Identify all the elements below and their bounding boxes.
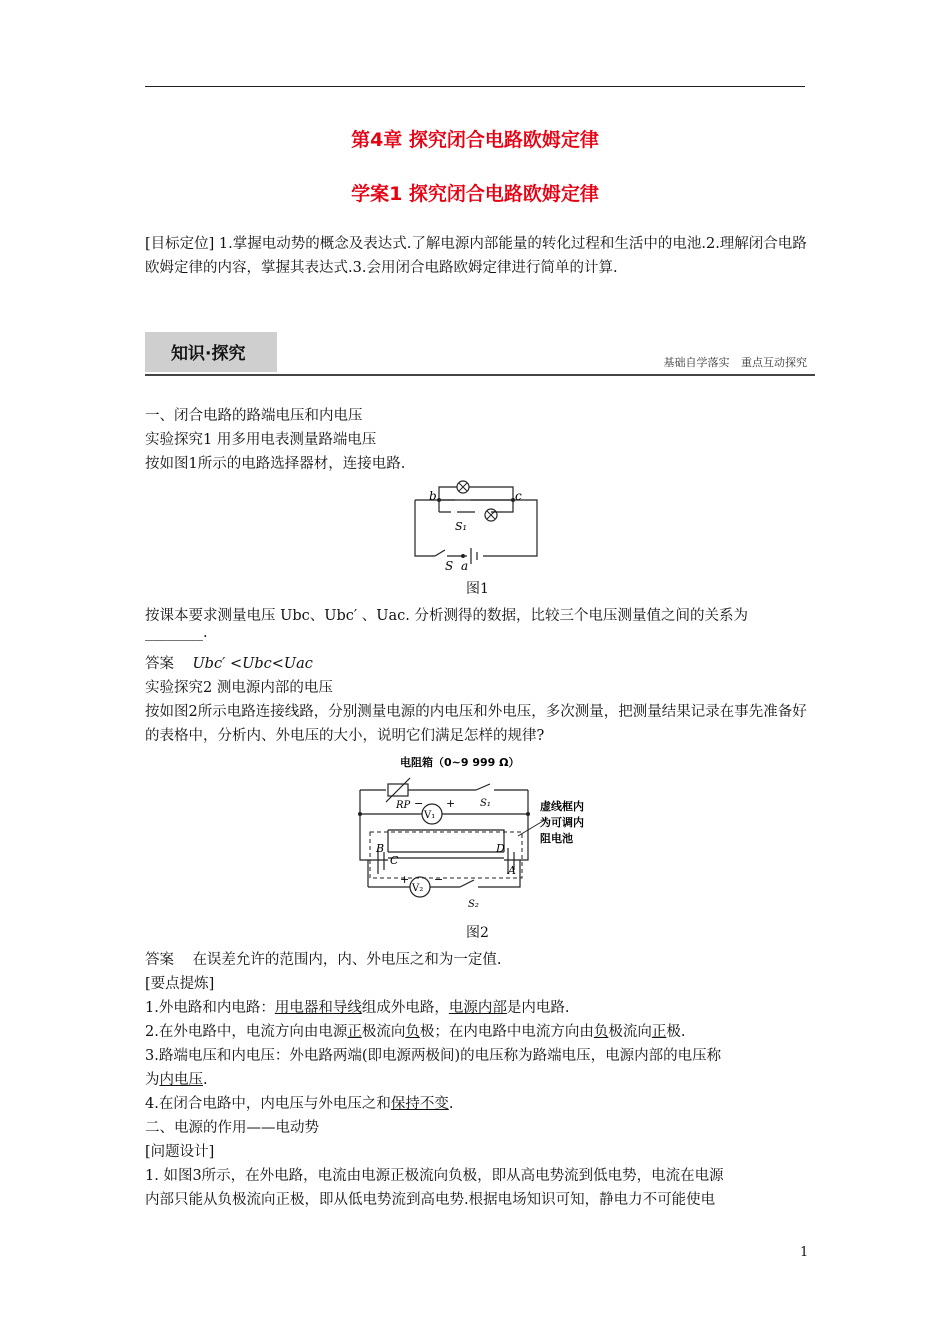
section-header (145, 332, 815, 376)
exp2-title: 实验探究2 测电源内部的电压 (145, 680, 333, 696)
fig2-minus-1: − (414, 797, 424, 810)
lesson-title: 学案1 探究闭合电路欧姆定律 (351, 183, 599, 205)
kp1-u1: 用电器和导线 (274, 1000, 362, 1016)
keypoint-3-line2 (145, 1068, 208, 1089)
kp1-pre: 1.外电路和内电路： (145, 1000, 275, 1016)
keypoints-title: [要点提炼] (145, 976, 215, 992)
fig2-plus-1: + (446, 797, 456, 810)
chapter-title: 第4章 探究闭合电路欧姆定律 (351, 129, 599, 151)
answer-2-label: 答案 (145, 952, 174, 968)
fig2-note-3: 阻电池 (540, 832, 573, 845)
section-subtitle: 基础自学落实 重点互动探究 (663, 356, 807, 369)
kp1-post: 是内电路. (506, 1000, 570, 1016)
figure-1-circuit (405, 478, 555, 574)
question-1-blank: ________. (145, 625, 208, 641)
exp2-text: 按如图2所示电路连接线路，分别测量电源的内电压和外电压，多次测量，把测量结果记录在事先准备好的表格中，分析内、外电压的大小，说明它们满足怎样的规律? (145, 704, 807, 744)
kp2-post: 极. (666, 1024, 686, 1040)
fig2-label-b: B (376, 842, 385, 855)
section-divider (145, 374, 815, 376)
exp1-text: 按如图1所示的电路选择器材，连接电路. (145, 456, 406, 472)
fig2-label-v2: V₂ (412, 883, 424, 894)
question-design-title: [问题设计] (145, 1144, 215, 1160)
answer-1-value: Ubc′ <Ubc<Uac (192, 656, 313, 672)
fig2-label-a: A (508, 864, 516, 877)
kp3-post: . (203, 1072, 208, 1088)
kp1-mid: 组成外电路， (361, 1000, 449, 1016)
part2-heading: 二、电源的作用——电动势 (145, 1120, 319, 1136)
answer-1 (145, 652, 313, 673)
fig1-label-s: S (445, 559, 454, 573)
fig1-label-a: a (461, 559, 469, 573)
kp3-u: 内电压 (159, 1072, 203, 1088)
answer-2-value: 在误差允许的范围内，内、外电压之和为一定值. (192, 952, 502, 968)
kp3-pre: 为 (145, 1072, 160, 1088)
part2-q1-line1: 1. 如图3所示，在外电路，电流由电源正极流向负极，即从高电势流到低电势，电流在电源 (145, 1168, 724, 1184)
fig2-label-s1: S₁ (480, 798, 491, 809)
kp2-u1: 正 (347, 1024, 362, 1040)
section-tab: 知识·探究 (145, 332, 277, 372)
kp2-u2: 负 (405, 1024, 420, 1040)
fig2-plus-2: + (400, 873, 410, 886)
fig2-note-1: 虚线框内 (540, 800, 584, 813)
keypoint-3-line1: 3.路端电压和内电压：外电路两端(即电源两极间)的电压称为路端电压，电源内部的电压称 (145, 1048, 722, 1064)
part1-heading: 一、闭合电路的路端电压和内电压 (145, 408, 363, 424)
fig2-minus-2: − (434, 873, 444, 886)
figure-2-caption: 图2 (466, 925, 489, 941)
keypoint-4 (145, 1092, 453, 1113)
kp4-pre: 4.在闭合电路中，内电压与外电压之和 (145, 1096, 391, 1112)
question-1-text (145, 604, 810, 641)
fig2-note-2: 为可调内 (540, 816, 584, 829)
kp1-u2: 电源内部 (448, 1000, 507, 1016)
fig2-label-d: D (496, 842, 505, 855)
kp2-mid3: 极流向 (608, 1024, 652, 1040)
keypoint-2 (145, 1020, 685, 1041)
part2-q1-line2: 内部只能从负极流向正极，即从低电势流到高电势.根据电场知识可知，静电力不可能使电 (145, 1192, 716, 1208)
top-rule (145, 86, 805, 87)
kp2-mid1: 极流向 (361, 1024, 406, 1040)
fig2-box-label: 电阻箱（0~9 999 Ω） (400, 756, 520, 769)
fig2-label-v1: V₁ (424, 810, 436, 821)
fig1-label-b: b (429, 489, 437, 503)
page-number: 1 (800, 1245, 809, 1260)
kp2-u3: 负 (593, 1024, 609, 1040)
kp2-u4: 正 (651, 1024, 667, 1040)
fig2-label-s2: S₂ (468, 899, 479, 910)
kp2-mid2: 极；在内电路中电流方向由 (419, 1024, 594, 1040)
question-1-body: 按课本要求测量电压 Ubc、Ubc′ 、Uac. 分析测得的数据，比较三个电压测量值之间的关系为 (145, 608, 748, 624)
fig1-label-s1: S₁ (455, 520, 467, 533)
kp4-u: 保持不变 (390, 1096, 449, 1112)
goal-paragraph: [目标定位] 1.掌握电动势的概念及表达式.了解电源内部能量的转化过程和生活中的电池.2.理解闭合电路欧姆定律的内容，掌握其表达式.3.会用闭合电路欧姆定律进行简单的计算. (145, 236, 807, 276)
figure-1-caption: 图1 (466, 581, 489, 597)
exp1-title: 实验探究1 用多用电表测量路端电压 (145, 432, 377, 448)
answer-1-label: 答案 (145, 656, 174, 672)
answer-2 (145, 948, 502, 969)
kp2-pre: 2.在外电路中，电流方向由电源 (145, 1024, 348, 1040)
kp4-post: . (448, 1096, 454, 1112)
fig1-label-c: c (515, 489, 522, 503)
keypoint-1 (145, 996, 569, 1017)
figure-2-circuit (348, 752, 618, 917)
fig2-label-rp: RP (396, 800, 411, 811)
fig2-label-c: C (390, 854, 399, 867)
